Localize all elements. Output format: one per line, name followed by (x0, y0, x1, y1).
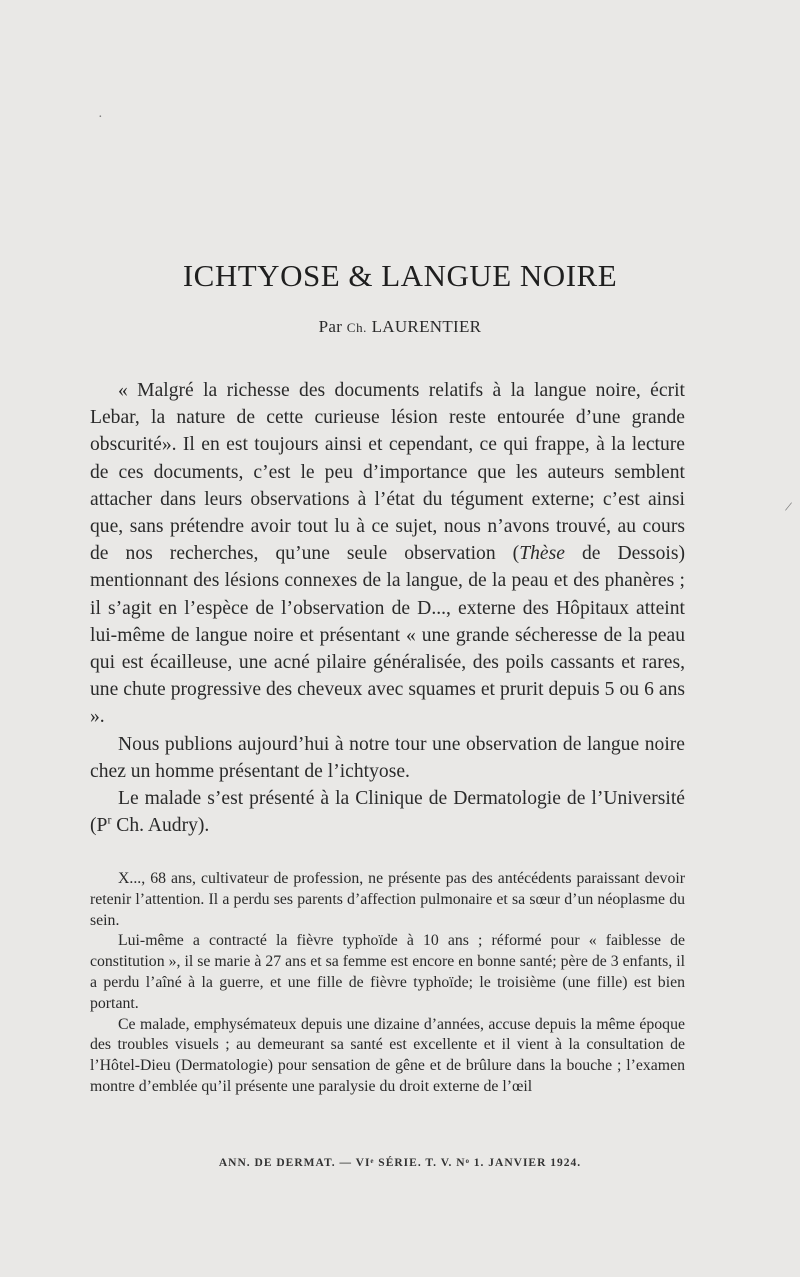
observation-section (90, 869, 685, 1098)
intro-text-part: Le malade s’est présenté à la Clinique de Dermatologie de l’Université (P (90, 788, 685, 837)
intro-italic-thesis: Thèse (519, 543, 565, 565)
intro-text-part: Ch. Audry). (111, 815, 210, 837)
margin-mark: / (783, 499, 793, 516)
intro-paragraph: Nous publions aujourd’hui à notre tour une observation de langue noire chez un homme présentant de l’ichtyose. (90, 733, 685, 782)
author-name: LAURENTIER (371, 317, 482, 336)
author-prefix: Par (318, 317, 343, 336)
article-author (0, 317, 800, 337)
article-title: ICHTYOSE & LANGUE NOIRE (182, 258, 618, 293)
intro-paragraph (90, 785, 685, 839)
observation-paragraph: Lui-même a contracté la fièvre typhoïde à 10 ans ; réformé pour « faiblesse de constitution », il se marie à 27 ans et sa femme est encore en bonne santé; père de 3 enfants, il a perdu l’aîné à la guerre, et une fille de fièvre typhoïde; le troisième (une fille) est bien portant. (90, 932, 685, 1012)
scan-speck: · (98, 110, 103, 125)
observation-paragraph: X..., 68 ans, cultivateur de profession, ne présente pas des antécédents paraissant devoir retenir l’attention. Il a perdu ses parents d’affection pulmonaire et sa sœur d’un néoplasme du sein. (90, 870, 685, 929)
intro-text-part: de Dessois) mentionnant des lésions connexes de la langue, de la peau et des phanères ; il s’agit en l’espèce de l’observation de D..., externe des Hôpitaux atteint lui-même de langue noire et présentant « une grande sécheresse de la peau qui est écailleuse, une acné pilaire généralisée, des poils cassants et rares, une chute progressive des cheveux avec squames et prurit depuis 5 ou 6 ans ». (90, 543, 685, 728)
intro-paragraph (90, 377, 685, 731)
introduction-section (90, 377, 685, 839)
observation-paragraph: Ce malade, emphysémateux depuis une dizaine d’années, accuse depuis la même époque des troubles visuels ; au demeurant sa santé est excellente et il vient à la consultation de l’Hôtel-Dieu (Dermatologie) pour sensation de gêne et de brûlure dans la bouche ; l’examen montre d’emblée qu’il présente une paralysie du droit externe de l’œil (90, 1015, 685, 1095)
running-footer: ANN. DE DERMAT. — VIᵉ SÉRIE. T. V. Nᵒ 1. JANVIER 1924. (218, 1157, 582, 1169)
superscript: r (107, 813, 112, 827)
intro-text-part: « Malgré la richesse des documents relatifs à la langue noire, écrit Lebar, la nature de cette curieuse lésion reste entourée d’une grande obscurité». Il en est toujours ainsi et cependant, ce qui frappe, à la lecture de ces documents, c’est le peu d’importance que les auteurs semblent attacher dans leurs observations à l’état du tégument externe; c’est ainsi que, sans prétendre avoir tout lu à ce sujet, nous n’avons trouvé, au cours de nos recherches, qu’une seule observation ( (90, 380, 685, 565)
author-initials: Ch. (346, 320, 368, 335)
